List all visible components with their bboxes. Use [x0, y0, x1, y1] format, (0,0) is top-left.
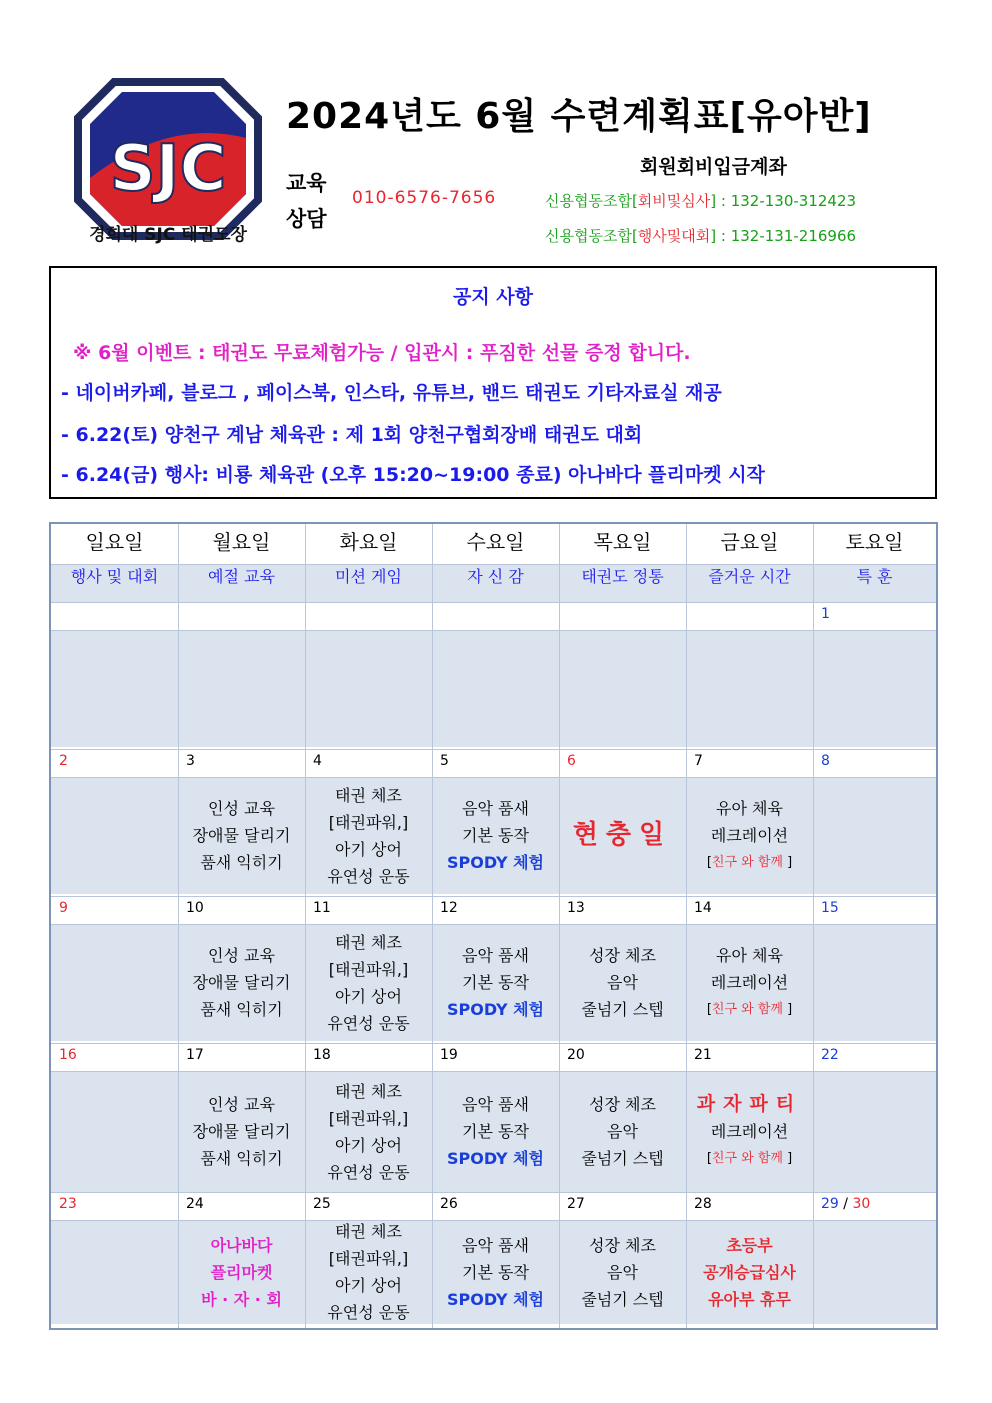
grid-vertical-line [559, 524, 560, 1328]
notice-title: 공지 사항 [452, 286, 534, 308]
schedule-line: 음악 품새 [462, 1235, 529, 1255]
day-name-header: 화요일 [305, 524, 432, 564]
bracket: ] [782, 855, 793, 870]
schedule-line [707, 1145, 792, 1172]
schedule-line: [태권파워,] [328, 812, 409, 832]
schedule-cell [51, 924, 178, 1041]
schedule-line: 과자파티 [696, 1093, 803, 1115]
phone-number: 010-6576-7656 [352, 188, 497, 208]
grid-horizontal-line [51, 1220, 936, 1221]
schedule-line: 성장 체조 [589, 1235, 656, 1255]
date-number: 12 [432, 896, 559, 924]
date-number: 14 [686, 896, 813, 924]
date-number: 7 [686, 749, 813, 777]
bracket: ] [782, 1151, 793, 1166]
schedule-cell [305, 1071, 432, 1192]
bracket: [ [706, 1151, 712, 1166]
date-number [178, 602, 305, 630]
friend-text: 친구 와 함께 [711, 1151, 783, 1166]
date-number: 4 [305, 749, 432, 777]
schedule-line: 기본 동작 [462, 1262, 529, 1282]
schedule-line: 장애물 달리기 [192, 973, 291, 992]
date-number: 6 [559, 749, 686, 777]
schedule-line: 레크레이션 [710, 973, 789, 992]
schedule-cell [559, 630, 686, 747]
grid-horizontal-line [51, 630, 936, 631]
theme-header: 자 신 감 [432, 564, 559, 602]
svg-text:경희대 SJC 태권도장: 경희대 SJC 태권도장 [89, 225, 247, 245]
date-number: 16 [51, 1043, 178, 1071]
schedule-cell [178, 924, 305, 1041]
grid-vertical-line [178, 524, 179, 1328]
schedule-cell [178, 777, 305, 894]
schedule-line: 음악 품새 [462, 799, 529, 818]
schedule-cell [51, 1220, 178, 1324]
schedule-line: 유연성 운동 [327, 1303, 410, 1322]
schedule-line: 성장 체조 [589, 946, 656, 965]
schedule-line: 유아 체육 [716, 946, 783, 965]
date-number: 5 [432, 749, 559, 777]
day-name-header: 일요일 [51, 524, 178, 564]
date-number: 20 [559, 1043, 686, 1071]
date-30: 30 [852, 1196, 871, 1212]
schedule-cell [305, 924, 432, 1041]
date-number [813, 1192, 936, 1220]
notice-box [49, 266, 937, 499]
grid-horizontal-line [51, 1192, 936, 1193]
date-number: 28 [686, 1192, 813, 1220]
grid-horizontal-line [51, 564, 936, 565]
schedule-line: SPODY 체험 [446, 1149, 545, 1168]
schedule-line: 음악 [607, 973, 638, 992]
notice-line-competition: - 6.22(토) 양천구 계남 체육관 : 제 1회 양천구협회장배 태권도 대회 [61, 424, 643, 446]
schedule-line: 태권 체조 [335, 785, 402, 805]
date-number: 9 [51, 896, 178, 924]
date-number [686, 602, 813, 630]
schedule-cell [559, 777, 686, 894]
schedule-cell [178, 630, 305, 747]
schedule-cell [432, 630, 559, 747]
schedule-line [707, 996, 792, 1023]
schedule-line: 아기 상어 [335, 839, 402, 859]
grid-vertical-line [686, 524, 687, 1328]
notice-line-market: - 6.24(금) 행사: 비룡 체육관 (오후 15:20~19:00 종료) 아나바다 플리마켓 시작 [61, 464, 765, 486]
theme-header: 태권도 정통 [559, 564, 686, 602]
date-number: 13 [559, 896, 686, 924]
schedule-cell [51, 1071, 178, 1192]
schedule-cell [813, 1220, 936, 1324]
date-number: 3 [178, 749, 305, 777]
schedule-cell [813, 630, 936, 747]
schedule-line: [태권파워,] [328, 1249, 409, 1268]
schedule-line: 유연성 운동 [327, 866, 410, 886]
schedule-line: 줄넘기 스텝 [581, 1149, 664, 1168]
schedule-line [707, 849, 792, 876]
schedule-line: 품새 익히기 [200, 1000, 283, 1019]
grid-horizontal-line [51, 777, 936, 778]
bracket: [ [706, 1002, 712, 1017]
schedule-cell [559, 1220, 686, 1324]
schedule-line: 성장 체조 [589, 1095, 656, 1114]
day-name-header: 월요일 [178, 524, 305, 564]
account1-bank: 신용협동조합[ [545, 192, 638, 210]
schedule-line: 유연성 운동 [327, 1162, 410, 1182]
account1-number: ] : 132-130-312423 [710, 192, 857, 210]
account-title: 회원회비입금계좌 [640, 156, 787, 178]
date-number [305, 602, 432, 630]
schedule-cell [686, 924, 813, 1041]
account2-bank: 신용협동조합[ [545, 227, 638, 245]
education-label [286, 165, 327, 237]
grid-horizontal-line [51, 749, 936, 750]
date-number: 26 [432, 1192, 559, 1220]
schedule-cell [686, 777, 813, 894]
schedule-line: SPODY 체험 [446, 1289, 545, 1309]
schedule-line: 초등부 [726, 1235, 773, 1255]
date-number [51, 602, 178, 630]
schedule-cell [432, 924, 559, 1041]
friend-text: 친구 와 함께 [711, 1002, 783, 1017]
schedule-line: 음악 [607, 1262, 638, 1282]
date-number: 24 [178, 1192, 305, 1220]
schedule-cell [432, 1071, 559, 1192]
date-number: 19 [432, 1043, 559, 1071]
date-separator: / [838, 1196, 853, 1212]
theme-header: 특 훈 [813, 564, 936, 602]
bracket: ] [782, 1002, 793, 1017]
schedule-cell [813, 777, 936, 894]
schedule-line: 태권 체조 [335, 1081, 402, 1101]
date-number: 21 [686, 1043, 813, 1071]
date-number [432, 602, 559, 630]
date-number: 23 [51, 1192, 178, 1220]
schedule-line: 공개승급심사 [703, 1262, 796, 1282]
schedule-cell [178, 1220, 305, 1324]
account1-tag: 회비및심사 [637, 192, 711, 210]
account-line-1 [545, 190, 856, 211]
theme-header: 미션 게임 [305, 564, 432, 602]
theme-header: 즐거운 시간 [686, 564, 813, 602]
bracket: [ [706, 855, 712, 870]
schedule-line: 현충일 [572, 820, 673, 850]
schedule-line: 장애물 달리기 [192, 1122, 291, 1141]
schedule-line: 음악 품새 [462, 1095, 529, 1114]
account2-tag: 행사및대회 [637, 227, 711, 245]
notice-line-event: ※ 6월 이벤트 : 태권도 무료체험가능 / 입관시 : 푸짐한 선물 증정 합니다. [73, 342, 691, 364]
schedule-cell [559, 1071, 686, 1192]
date-number: 11 [305, 896, 432, 924]
schedule-line: 태권 체조 [335, 1222, 402, 1241]
schedule-line: 음악 [607, 1122, 638, 1141]
schedule-line: 아기 상어 [335, 1276, 402, 1295]
schedule-line: 플리마켓 [210, 1262, 273, 1282]
schedule-line: 품새 익히기 [200, 853, 283, 872]
schedule-line: 유아부 휴무 [708, 1289, 791, 1309]
day-name-header: 토요일 [813, 524, 936, 564]
day-name-header: 목요일 [559, 524, 686, 564]
date-29: 29 [821, 1196, 839, 1212]
schedule-line: 장애물 달리기 [192, 826, 291, 845]
schedule-line: 기본 동작 [462, 826, 529, 845]
schedule-line: 태권 체조 [335, 932, 402, 952]
schedule-cell [432, 777, 559, 894]
schedule-line: SPODY 체험 [446, 853, 545, 872]
schedule-cell [51, 777, 178, 894]
schedule-line: 아기 상어 [335, 986, 402, 1006]
schedule-line: 레크레이션 [710, 1122, 789, 1141]
schedule-cell [813, 924, 936, 1041]
grid-horizontal-line [51, 924, 936, 925]
grid-vertical-line [432, 524, 433, 1328]
date-number: 22 [813, 1043, 936, 1071]
theme-header: 행사 및 대회 [51, 564, 178, 602]
schedule-line: 유아 체육 [716, 799, 783, 818]
day-name-header: 금요일 [686, 524, 813, 564]
grid-horizontal-line [51, 896, 936, 897]
schedule-cell [686, 630, 813, 747]
schedule-cell [813, 1071, 936, 1192]
calendar-table [49, 522, 938, 1330]
schedule-line: 아기 상어 [335, 1135, 402, 1155]
schedule-cell [51, 630, 178, 747]
friend-text: 친구 와 함께 [711, 855, 783, 870]
account2-number: ] : 132-131-216966 [710, 227, 857, 245]
date-number: 25 [305, 1192, 432, 1220]
date-number: 17 [178, 1043, 305, 1071]
svg-text:SJC: SJC [109, 132, 227, 206]
account-line-2 [545, 225, 856, 246]
education-label-line2: 상담 [286, 207, 327, 231]
day-name-header: 수요일 [432, 524, 559, 564]
schedule-line: 음악 품새 [462, 946, 529, 965]
date-number: 1 [813, 602, 936, 630]
schedule-line: 품새 익히기 [200, 1149, 283, 1168]
schedule-cell [559, 924, 686, 1041]
schedule-line: 기본 동작 [462, 1122, 529, 1141]
notice-line-sns: - 네이버카페, 블로그 , 페이스북, 인스타, 유튜브, 밴드 태권도 기타자료실 재공 [61, 382, 722, 404]
schedule-cell [178, 1071, 305, 1192]
theme-header: 예절 교육 [178, 564, 305, 602]
schedule-cell [305, 630, 432, 747]
date-number: 2 [51, 749, 178, 777]
schedule-cell [305, 1220, 432, 1324]
grid-horizontal-line [51, 1043, 936, 1044]
date-number: 10 [178, 896, 305, 924]
page-title: 2024년도 6월 수련계획표[유아반] [286, 96, 872, 137]
grid-vertical-line [813, 524, 814, 1328]
schedule-line: [태권파워,] [328, 1108, 409, 1128]
schedule-line: 기본 동작 [462, 973, 529, 992]
date-number: 18 [305, 1043, 432, 1071]
schedule-line: 줄넘기 스텝 [581, 1000, 664, 1019]
schedule-line: 유연성 운동 [327, 1013, 410, 1033]
schedule-line: SPODY 체험 [446, 1000, 545, 1019]
schedule-cell [305, 777, 432, 894]
logo-emblem-icon [62, 78, 274, 248]
schedule-line: 인성 교육 [208, 1095, 275, 1114]
schedule-cell [432, 1220, 559, 1324]
grid-vertical-line [305, 524, 306, 1328]
schedule-cell [686, 1071, 813, 1192]
grid-horizontal-line [51, 602, 936, 603]
schedule-line: 인성 교육 [208, 799, 275, 818]
schedule-line: 아나바다 [210, 1235, 273, 1255]
logo [62, 78, 274, 248]
schedule-line: [태권파워,] [328, 959, 409, 979]
date-number [559, 602, 686, 630]
date-number: 15 [813, 896, 936, 924]
date-number: 27 [559, 1192, 686, 1220]
schedule-line: 줄넘기 스텝 [581, 1289, 664, 1309]
schedule-cell [686, 1220, 813, 1324]
schedule-line: 레크레이션 [710, 826, 789, 845]
date-number: 8 [813, 749, 936, 777]
grid-horizontal-line [51, 1071, 936, 1072]
education-label-line1: 교육 [286, 171, 327, 195]
schedule-line: 바 · 자 · 회 [201, 1289, 282, 1309]
schedule-line: 인성 교육 [208, 946, 275, 965]
